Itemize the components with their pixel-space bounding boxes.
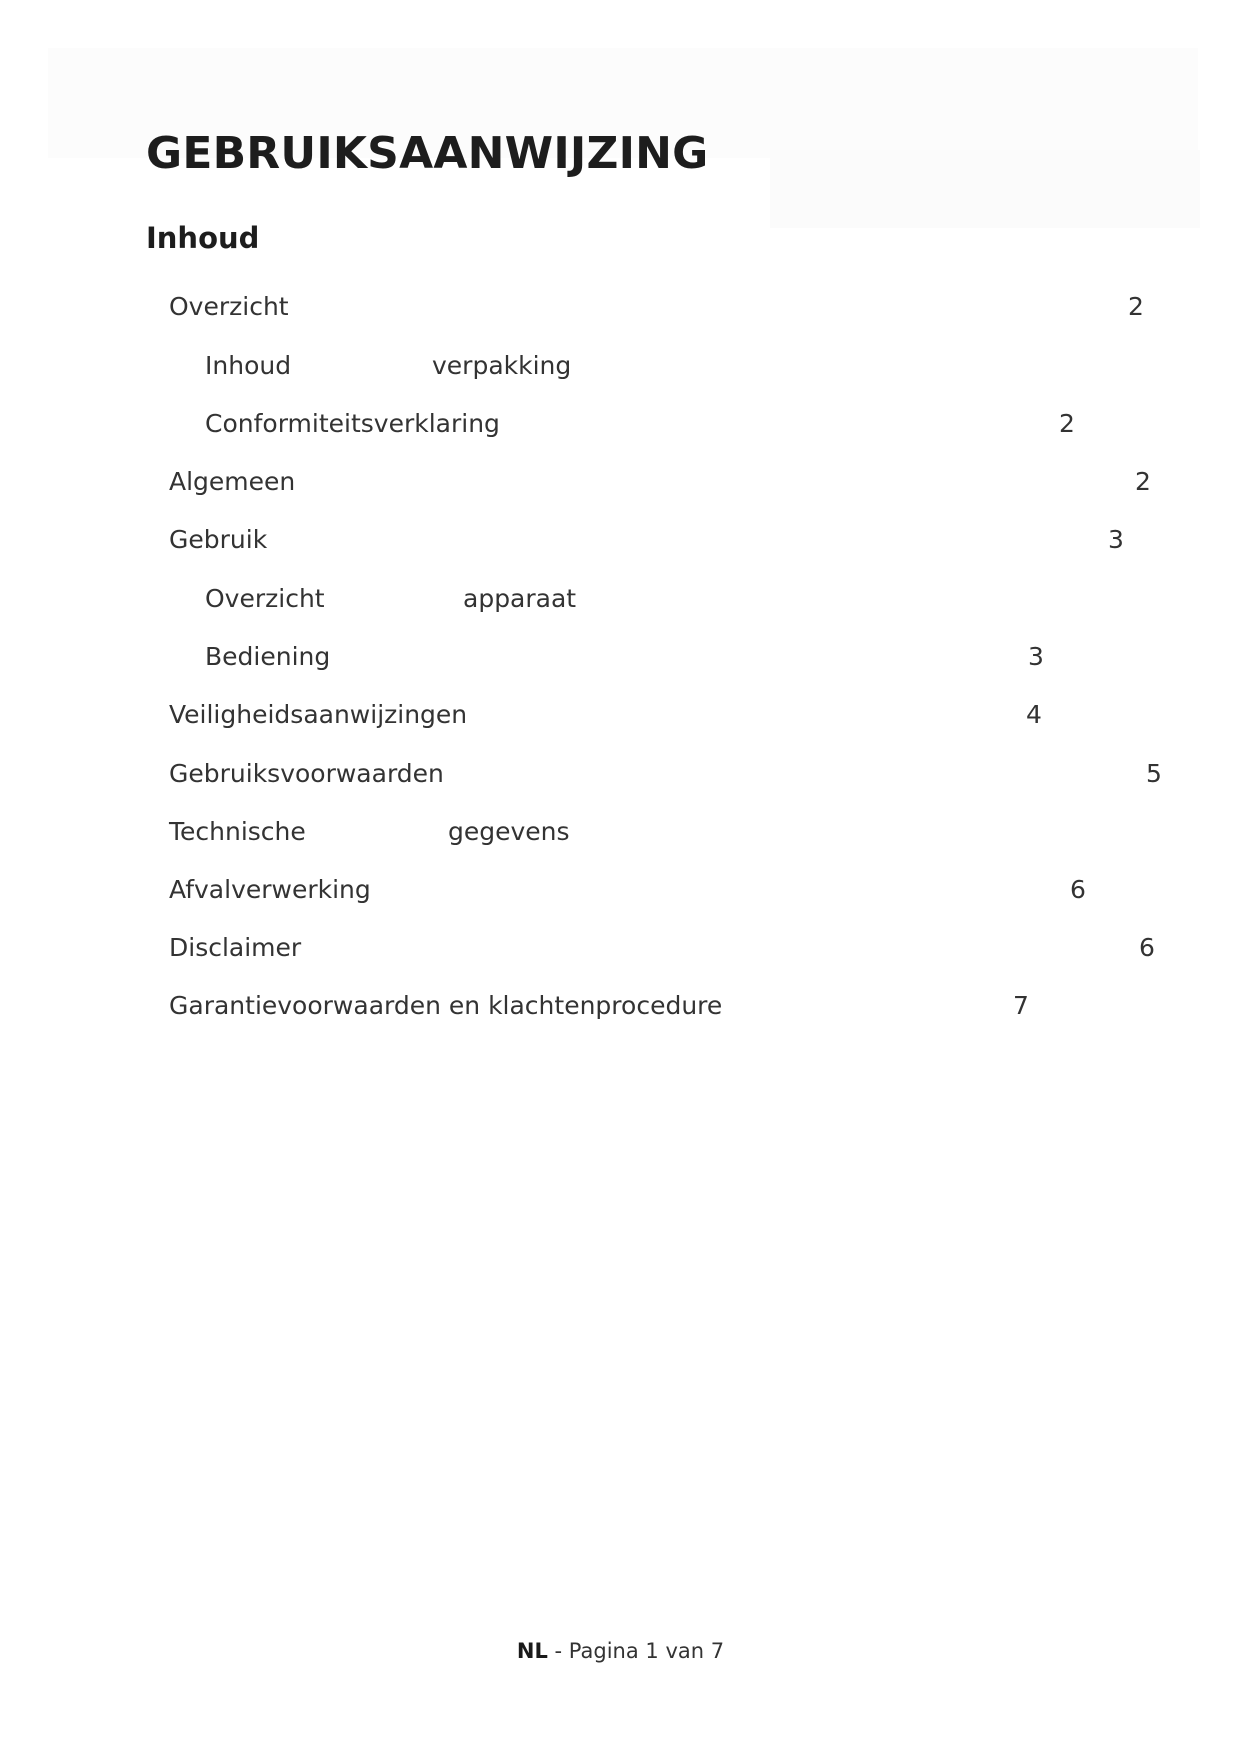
toc-entry-page: 6 xyxy=(1070,875,1086,904)
footer-language: NL xyxy=(516,1639,548,1663)
toc-entry-label: Garantievoorwaarden en klachtenprocedure xyxy=(169,991,723,1020)
page-footer xyxy=(0,1641,1241,1662)
toc-entry-label: Overzicht xyxy=(169,292,289,321)
toc-entry-label: gegevens xyxy=(448,817,570,846)
toc-entry-page: 2 xyxy=(1059,409,1075,438)
toc-entry-page: 7 xyxy=(1013,991,1029,1020)
toc-entry-page: 4 xyxy=(1026,700,1042,729)
toc-entry-page: 6 xyxy=(1139,933,1155,962)
toc-entry-page: 3 xyxy=(1028,642,1044,671)
toc-entry-label: Afvalverwerking xyxy=(169,875,371,904)
toc-entry-page: 2 xyxy=(1128,292,1144,321)
toc-entry-label: Bediening xyxy=(205,642,331,671)
toc-entry-label: Inhoud xyxy=(205,351,292,380)
footer-page-number: - Pagina 1 van 7 xyxy=(547,1639,725,1663)
toc-entry-label: Technische xyxy=(169,817,306,846)
toc-entry-label: verpakking xyxy=(432,351,572,380)
toc-entry-label: Gebruiksvoorwaarden xyxy=(169,759,444,788)
document-title: GEBRUIKSAANWIJZING xyxy=(146,128,709,179)
toc-entry-label: Gebruik xyxy=(169,525,268,554)
toc-entry-page: 5 xyxy=(1146,759,1162,788)
toc-entry-label: apparaat xyxy=(463,584,577,613)
toc-entry-label: Disclaimer xyxy=(169,933,302,962)
toc-heading: Inhoud xyxy=(146,221,260,255)
toc-entry-page: 3 xyxy=(1108,525,1124,554)
toc-entry-label: Conformiteitsverklaring xyxy=(205,409,500,438)
toc-entry-label: Overzicht xyxy=(205,584,325,613)
toc-entry-label: Veiligheidsaanwijzingen xyxy=(169,700,468,729)
toc-entry-label: Algemeen xyxy=(169,467,296,496)
background-shade xyxy=(770,150,1200,228)
toc-entry-page: 2 xyxy=(1135,467,1151,496)
